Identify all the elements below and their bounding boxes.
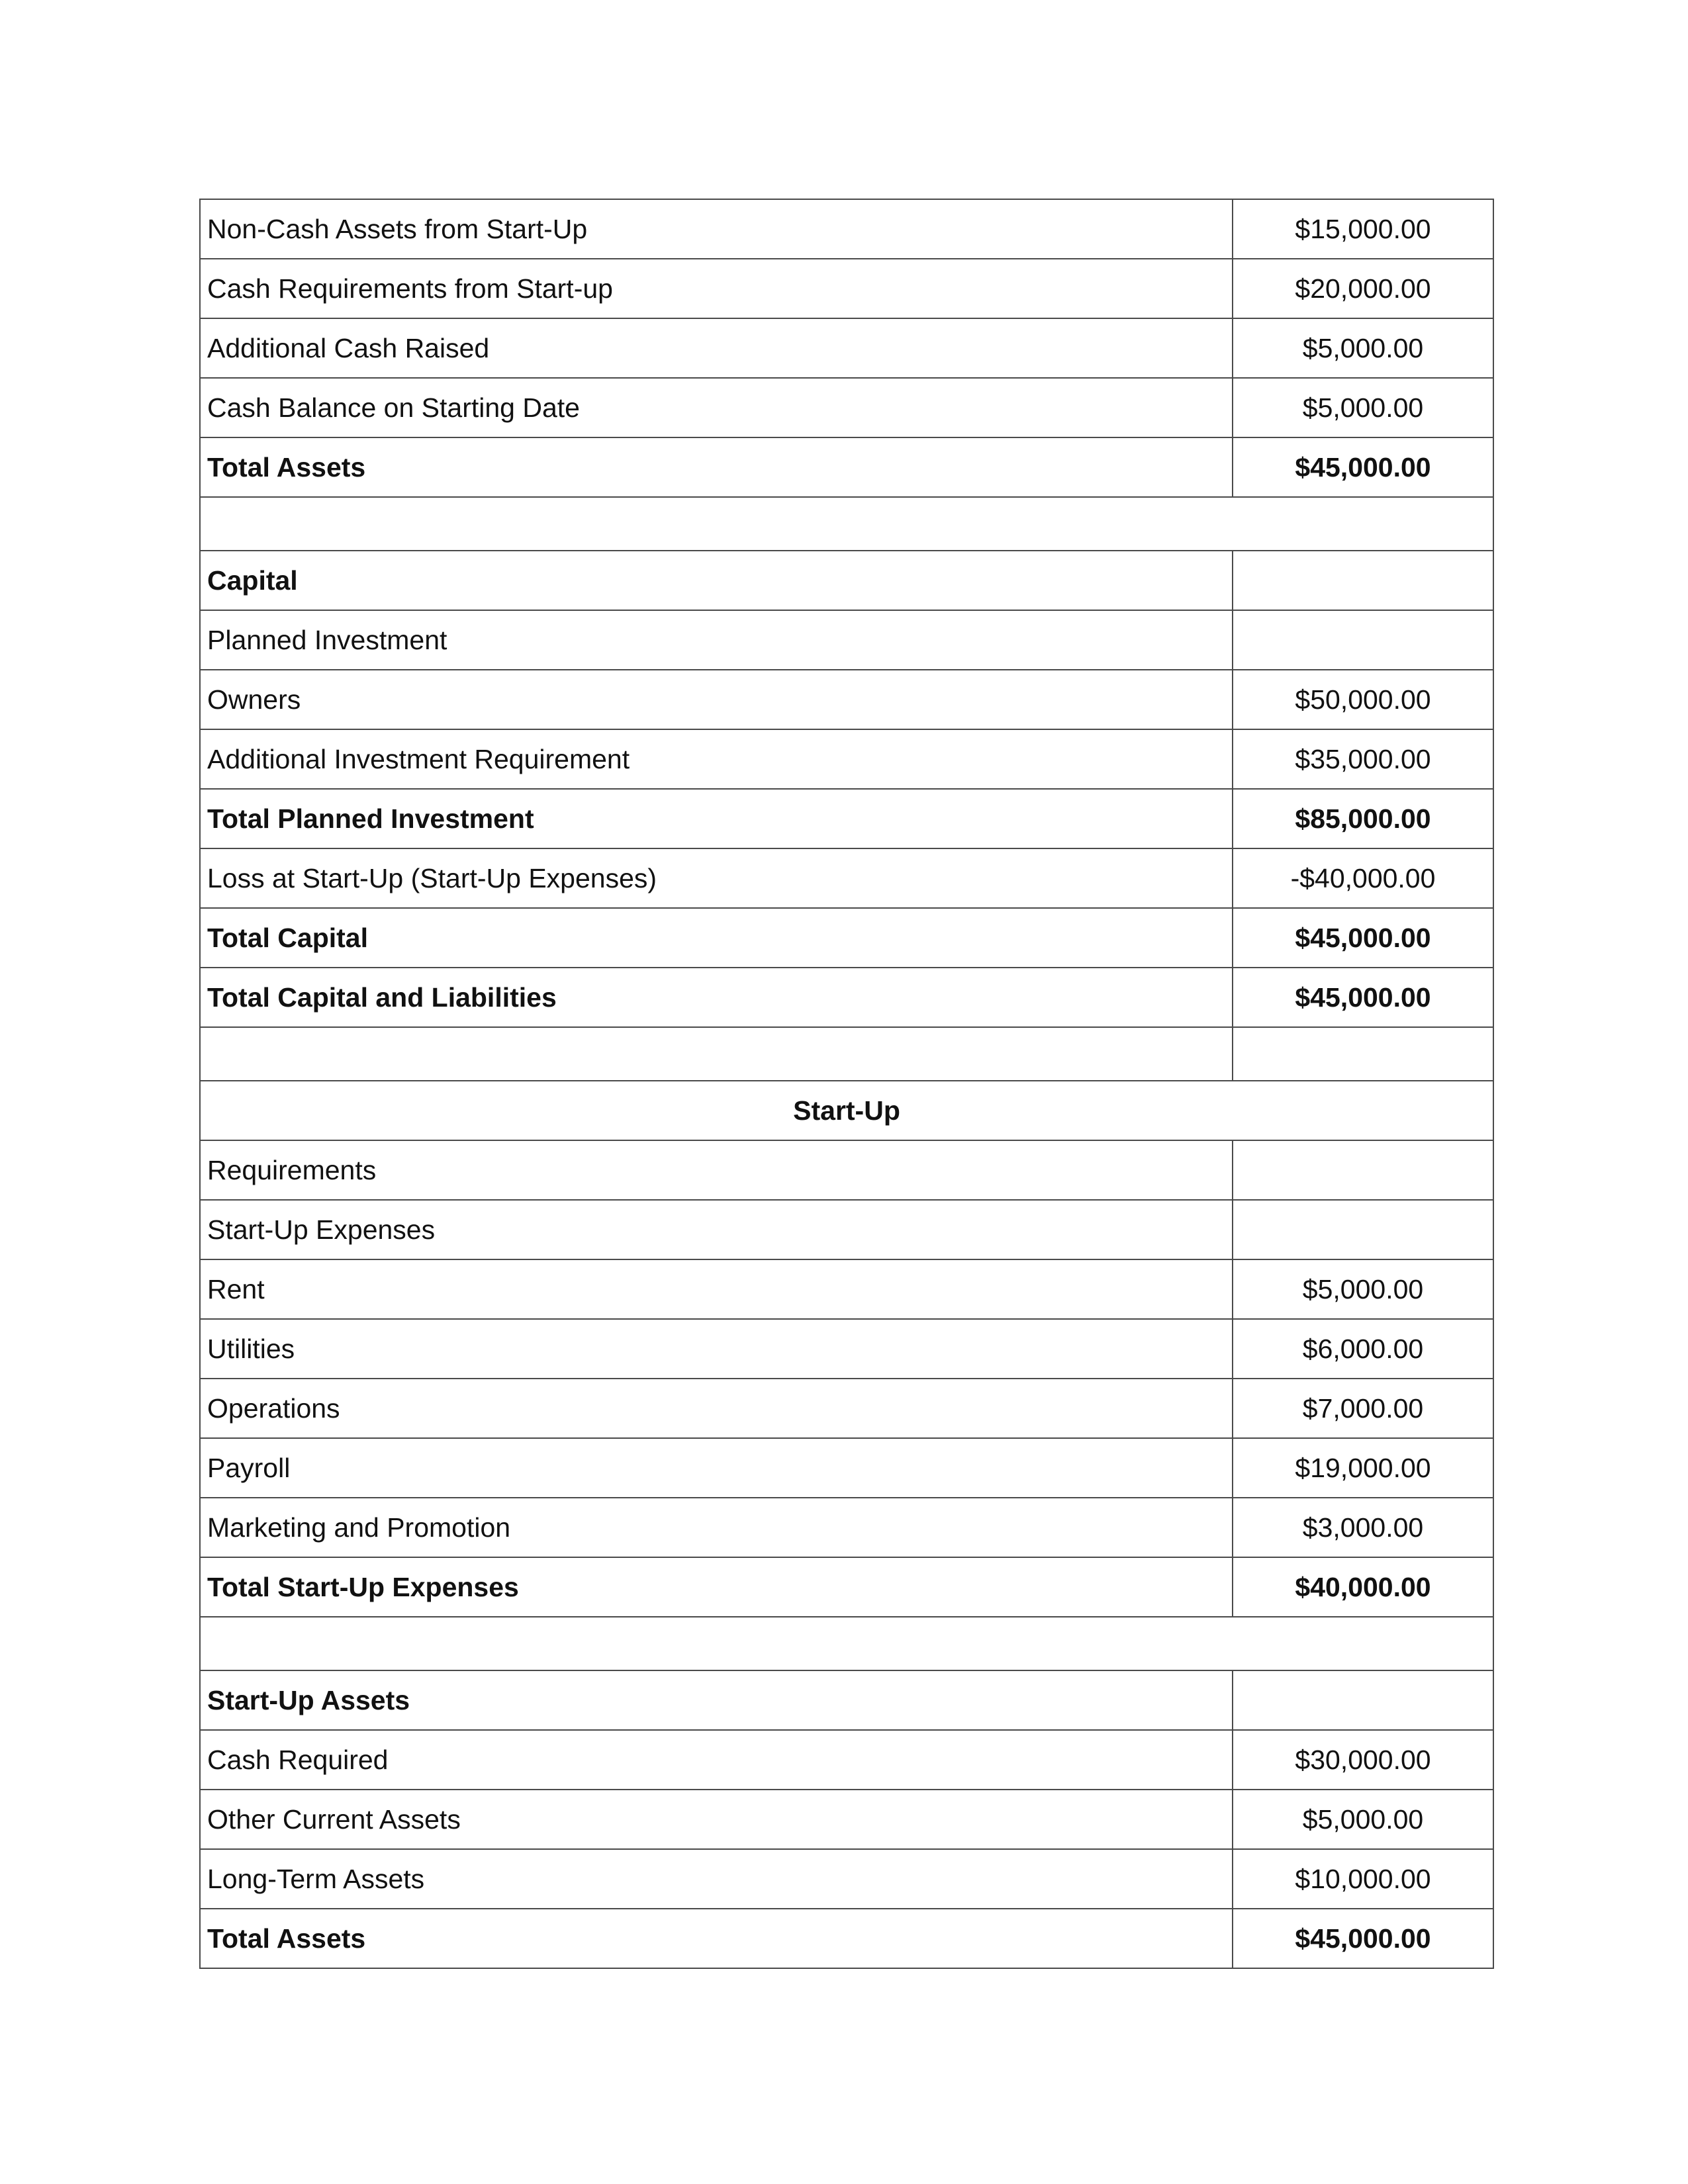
row-value: $5,000.00 [1233, 318, 1493, 378]
total-row [200, 551, 1493, 610]
row-label: Planned Investment [200, 610, 1233, 670]
row-label: Total Planned Investment [200, 789, 1233, 848]
financial-table-body [200, 199, 1493, 1968]
row-value: $85,000.00 [1233, 789, 1493, 848]
row-value: $6,000.00 [1233, 1319, 1493, 1379]
row-label: Total Assets [200, 437, 1233, 497]
row-label: Non-Cash Assets from Start-Up [200, 199, 1233, 259]
row-label: Additional Investment Requirement [200, 729, 1233, 789]
row-label: Total Start-Up Expenses [200, 1557, 1233, 1617]
empty-cell [200, 1027, 1233, 1081]
row-label: Total Assets [200, 1909, 1233, 1968]
table-row [200, 1379, 1493, 1438]
row-label: Cash Required [200, 1730, 1233, 1790]
row-label: Marketing and Promotion [200, 1498, 1233, 1557]
spacer-row [200, 1027, 1493, 1081]
table-row [200, 1140, 1493, 1200]
total-row [200, 1909, 1493, 1968]
row-value: $30,000.00 [1233, 1730, 1493, 1790]
row-label: Utilities [200, 1319, 1233, 1379]
table-row [200, 1498, 1493, 1557]
row-value: $45,000.00 [1233, 968, 1493, 1027]
row-value: $19,000.00 [1233, 1438, 1493, 1498]
table-row [200, 729, 1493, 789]
section-header: Start-Up [200, 1081, 1493, 1140]
row-label: Total Capital and Liabilities [200, 968, 1233, 1027]
section-header-row [200, 1081, 1493, 1140]
total-row [200, 437, 1493, 497]
row-label: Start-Up Expenses [200, 1200, 1233, 1259]
row-value: $45,000.00 [1233, 437, 1493, 497]
total-row [200, 1670, 1493, 1730]
row-label: Other Current Assets [200, 1790, 1233, 1849]
empty-cell [200, 497, 1493, 551]
spacer-row [200, 497, 1493, 551]
row-label: Payroll [200, 1438, 1233, 1498]
row-value [1233, 610, 1493, 670]
total-row [200, 968, 1493, 1027]
row-value [1233, 1200, 1493, 1259]
table-row [200, 670, 1493, 729]
row-value: -$40,000.00 [1233, 848, 1493, 908]
row-label: Additional Cash Raised [200, 318, 1233, 378]
table-row [200, 1200, 1493, 1259]
table-row [200, 378, 1493, 437]
row-value: $45,000.00 [1233, 908, 1493, 968]
row-value: $20,000.00 [1233, 259, 1493, 318]
row-label: Owners [200, 670, 1233, 729]
row-value [1233, 1140, 1493, 1200]
row-label: Start-Up Assets [200, 1670, 1233, 1730]
table-row [200, 1319, 1493, 1379]
row-value: $5,000.00 [1233, 378, 1493, 437]
table-row [200, 1790, 1493, 1849]
row-value: $40,000.00 [1233, 1557, 1493, 1617]
row-label: Capital [200, 551, 1233, 610]
table-row [200, 199, 1493, 259]
row-value: $45,000.00 [1233, 1909, 1493, 1968]
empty-cell [1233, 1027, 1493, 1081]
table-row [200, 1730, 1493, 1790]
table-row [200, 318, 1493, 378]
row-label: Operations [200, 1379, 1233, 1438]
financial-table [199, 199, 1494, 1969]
row-value: $15,000.00 [1233, 199, 1493, 259]
row-label: Long-Term Assets [200, 1849, 1233, 1909]
total-row [200, 908, 1493, 968]
row-value: $3,000.00 [1233, 1498, 1493, 1557]
total-row [200, 789, 1493, 848]
row-label: Total Capital [200, 908, 1233, 968]
row-value: $5,000.00 [1233, 1259, 1493, 1319]
total-row [200, 1557, 1493, 1617]
row-value: $7,000.00 [1233, 1379, 1493, 1438]
table-row [200, 259, 1493, 318]
row-label: Cash Balance on Starting Date [200, 378, 1233, 437]
row-label: Requirements [200, 1140, 1233, 1200]
table-row [200, 610, 1493, 670]
row-value [1233, 1670, 1493, 1730]
empty-cell [200, 1617, 1493, 1670]
row-value: $10,000.00 [1233, 1849, 1493, 1909]
row-label: Rent [200, 1259, 1233, 1319]
row-value [1233, 551, 1493, 610]
table-row [200, 1438, 1493, 1498]
table-row [200, 1259, 1493, 1319]
row-value: $35,000.00 [1233, 729, 1493, 789]
spacer-row [200, 1617, 1493, 1670]
row-value: $5,000.00 [1233, 1790, 1493, 1849]
table-row [200, 1849, 1493, 1909]
row-value: $50,000.00 [1233, 670, 1493, 729]
table-row [200, 848, 1493, 908]
row-label: Loss at Start-Up (Start-Up Expenses) [200, 848, 1233, 908]
row-label: Cash Requirements from Start-up [200, 259, 1233, 318]
